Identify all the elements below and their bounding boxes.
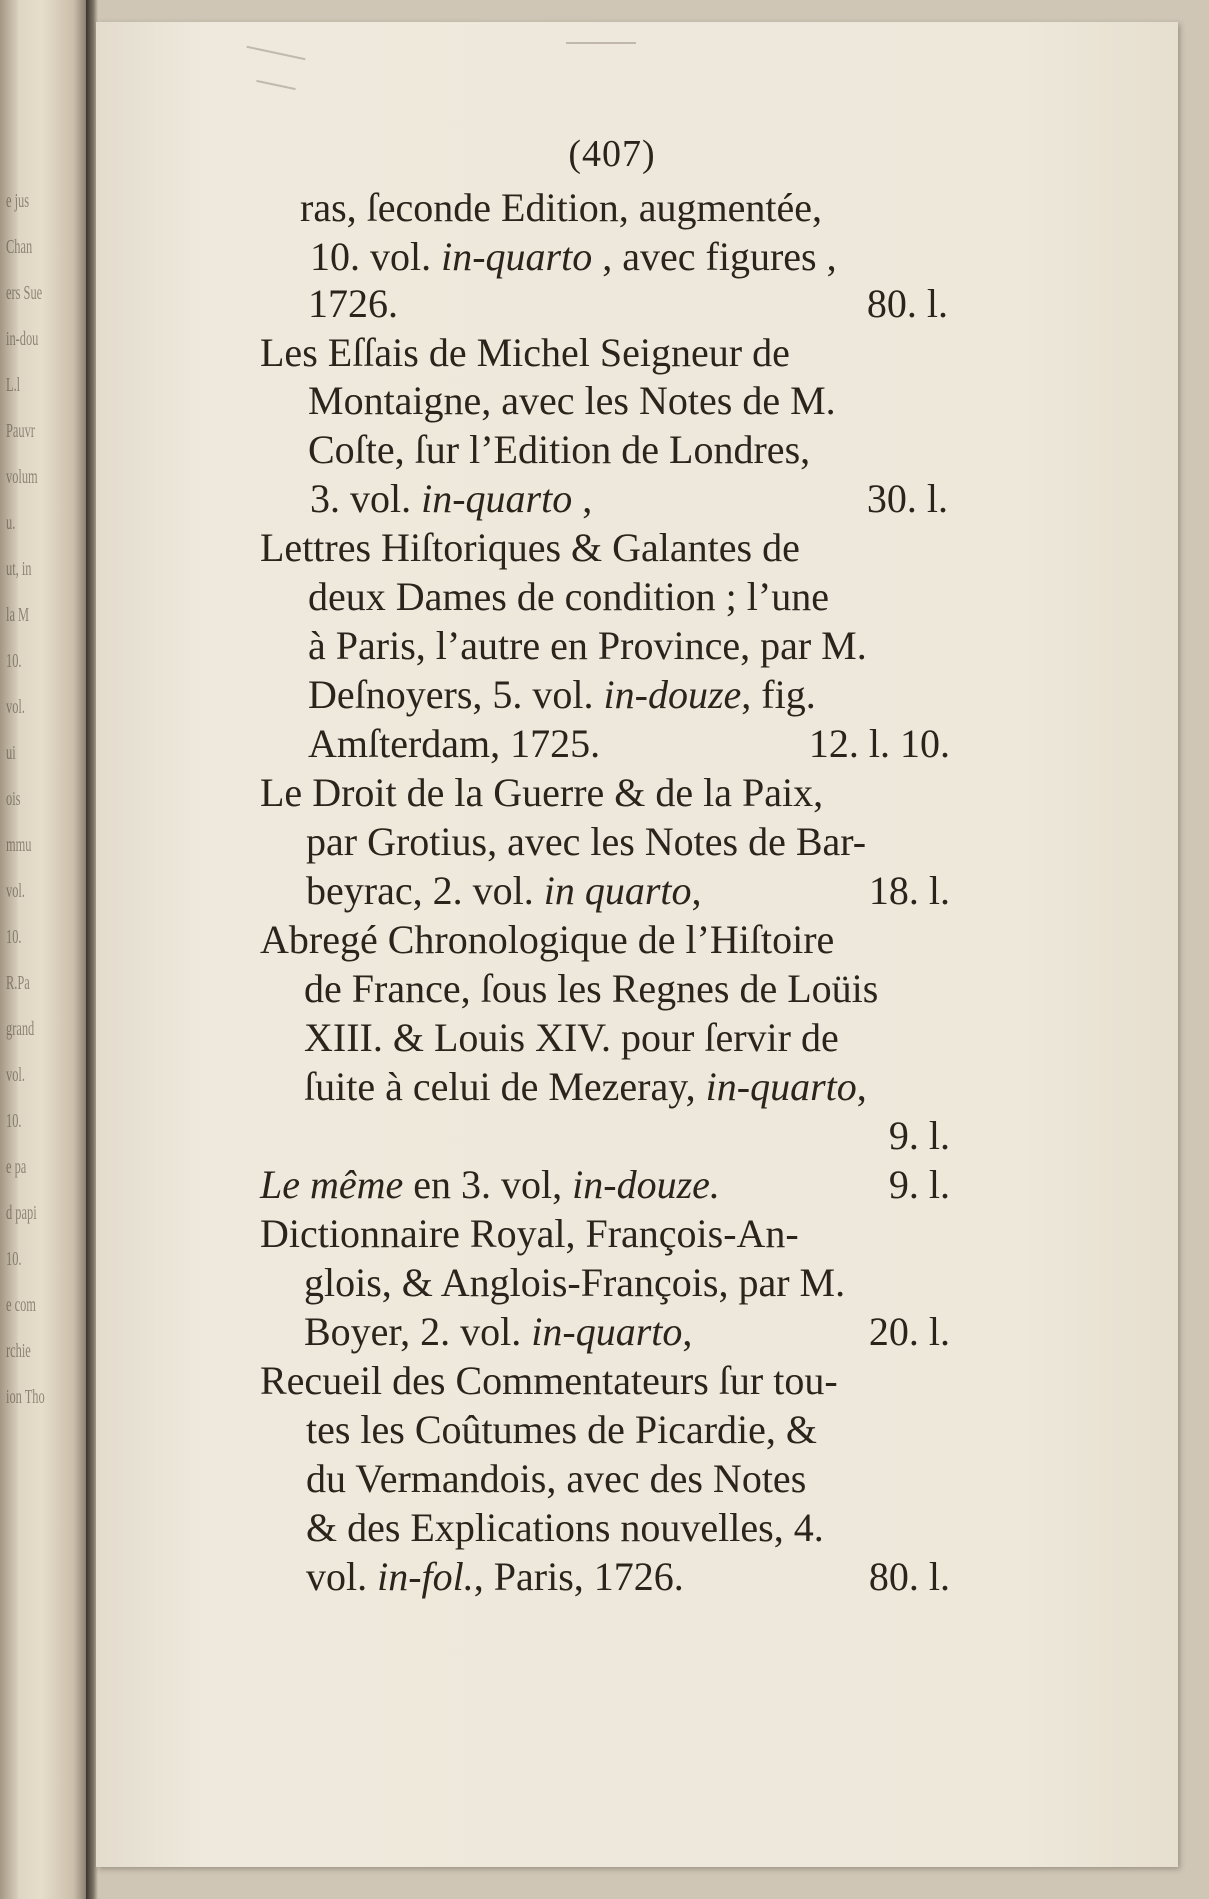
line-text: XIII. & Louis XIV. pour ſervir de [304,1015,839,1060]
price-text: 12. l. 10. [808,721,950,766]
entry-title: Dictionnaire Royal, François-An- [260,1211,799,1256]
entry-title: Recueil des Commentateurs ſur tou- [260,1358,838,1403]
text-line [306,867,950,915]
previous-page-fragment: la M [6,604,30,626]
text-line [310,233,950,281]
page-number: (407) [568,133,656,175]
line-text: vol. [306,1554,378,1599]
line-text: glois, & Anglois-François, par M. [304,1260,846,1305]
price-text: 80. l. [866,281,948,326]
text-line [260,1161,950,1209]
previous-page-fragment: Pauvr [6,420,35,442]
text-line [306,1455,950,1503]
line-text: tes les Coûtumes de Picardie, & [306,1407,818,1452]
previous-page-fragment: 10. [6,926,22,948]
previous-page-fragment: vol. [6,880,25,902]
text-line [306,1504,950,1552]
italic-text: in-douze [603,672,742,717]
line-text: ras, ſeconde Edition, augmentée, [300,185,823,230]
line-text: 10. vol. [310,234,442,279]
text-line [260,769,950,817]
previous-page-fragment: mmu [6,834,32,856]
previous-page-fragment: e pa [6,1156,27,1178]
italic-text: in-fol. [377,1554,474,1599]
previous-page-fragment: volum [6,466,38,488]
text-line [304,965,950,1013]
text-line [308,671,948,719]
previous-page-fragment: 10. [6,1110,22,1132]
text-line [260,329,950,377]
italic-text: in-douze. [572,1162,720,1207]
line-text: , Paris, 1726. [473,1554,684,1599]
line-text: deux Dames de condition ; l’une [308,574,829,619]
line-text: , avec figures , [592,234,837,279]
line-text: Montaigne, avec les Notes de M. [308,378,836,423]
previous-page-fragment: R.Pa [6,972,30,994]
text-line [304,1112,950,1160]
text-line [304,1259,950,1307]
line-text: 3. vol. [310,476,422,521]
italic-text: in quarto [543,868,692,913]
italic-text: in-quarto [421,476,573,521]
italic-text: Le même [260,1162,404,1207]
previous-page-fragment: vol. [6,696,25,718]
line-text: du Vermandois, avec des Notes [306,1456,807,1501]
previous-page-fragment: ers Sue [6,282,43,304]
text-line [260,1357,950,1405]
line-text: , [572,476,593,521]
line-text: , [856,1064,867,1109]
previous-page-fragment: e jus [6,190,30,212]
italic-text: in-quarto [705,1064,857,1109]
text-line [304,1063,950,1111]
previous-page-fragment: ion Tho [6,1386,45,1408]
text-line [308,426,948,474]
previous-page-fragment: rchie [6,1340,31,1362]
italic-text: in-quarto [531,1309,683,1354]
previous-page-edge [0,0,92,1899]
previous-page-fragment: L.l [6,374,21,396]
line-text: par Grotius, avec les Notes de Bar- [306,819,867,864]
text-line [308,622,948,670]
price-text: 80. l. [868,1554,950,1599]
entry-title: Les Eſſais de Michel Seigneur de [260,330,790,375]
previous-page-fragment: 10. [6,650,22,672]
book-page [96,22,1178,1867]
price-text: 20. l. [868,1309,950,1354]
text-line [310,475,948,523]
text-line [308,720,950,768]
entry-title: Abregé Chronologique de l’Hiſtoire [260,917,835,962]
line-text: beyrac, 2. vol. [306,868,544,913]
text-line [260,1210,950,1258]
line-text: , [691,868,702,913]
year-text: 1726. [308,281,398,326]
previous-page-fragment: grand [6,1018,35,1040]
line-text: & des Explications nouvelles, 4. [306,1505,824,1550]
previous-page-fragment: d papi [6,1202,37,1224]
text-line [304,1308,950,1356]
price-text: 18. l. [868,868,950,913]
line-text: Boyer, 2. vol. [304,1309,532,1354]
previous-page-fragment: ut, in [6,558,32,580]
text-line [306,1553,950,1601]
ink-smudge [566,42,636,44]
text-line [304,1014,950,1062]
text-line [306,1406,950,1454]
previous-page-fragment: ois [6,788,21,810]
line-text: Deſnoyers, 5. vol. [308,672,604,717]
text-line [308,377,948,425]
price-text: 9. l. [888,1162,950,1207]
entry-title: Le Droit de la Guerre & de la Paix, [260,770,824,815]
previous-page-fragment: vol. [6,1064,25,1086]
previous-page-fragment: in-dou [6,328,39,350]
text-line [260,524,950,572]
previous-page-fragment: Chan [6,236,33,258]
line-text: Amſterdam, 1725. [308,721,601,766]
previous-page-fragment: ui [6,742,16,764]
text-line [308,573,948,621]
previous-page-fragment: e com [6,1294,36,1316]
previous-page-fragment: u. [6,512,16,534]
line-text: en 3. vol, [403,1162,573,1207]
entry-title: Lettres Hiſtoriques & Galantes de [260,525,800,570]
line-text: à Paris, l’autre en Province, par M. [308,623,867,668]
text-line [300,184,940,232]
line-text: , [682,1309,693,1354]
line-text: Coſte, ſur l’Edition de Londres, [308,427,811,472]
price-text: 30. l. [866,476,948,521]
line-text: , fig. [741,672,816,717]
line-text: ſuite à celui de Mezeray, [304,1064,706,1109]
text-line [260,916,950,964]
italic-text: in-quarto [441,234,593,279]
line-text: de France, ſous les Regnes de Loüis [304,966,879,1011]
price-text: 9. l. [888,1113,950,1158]
text-line [308,280,948,328]
previous-page-fragment: 10. [6,1248,22,1270]
text-line [306,818,948,866]
